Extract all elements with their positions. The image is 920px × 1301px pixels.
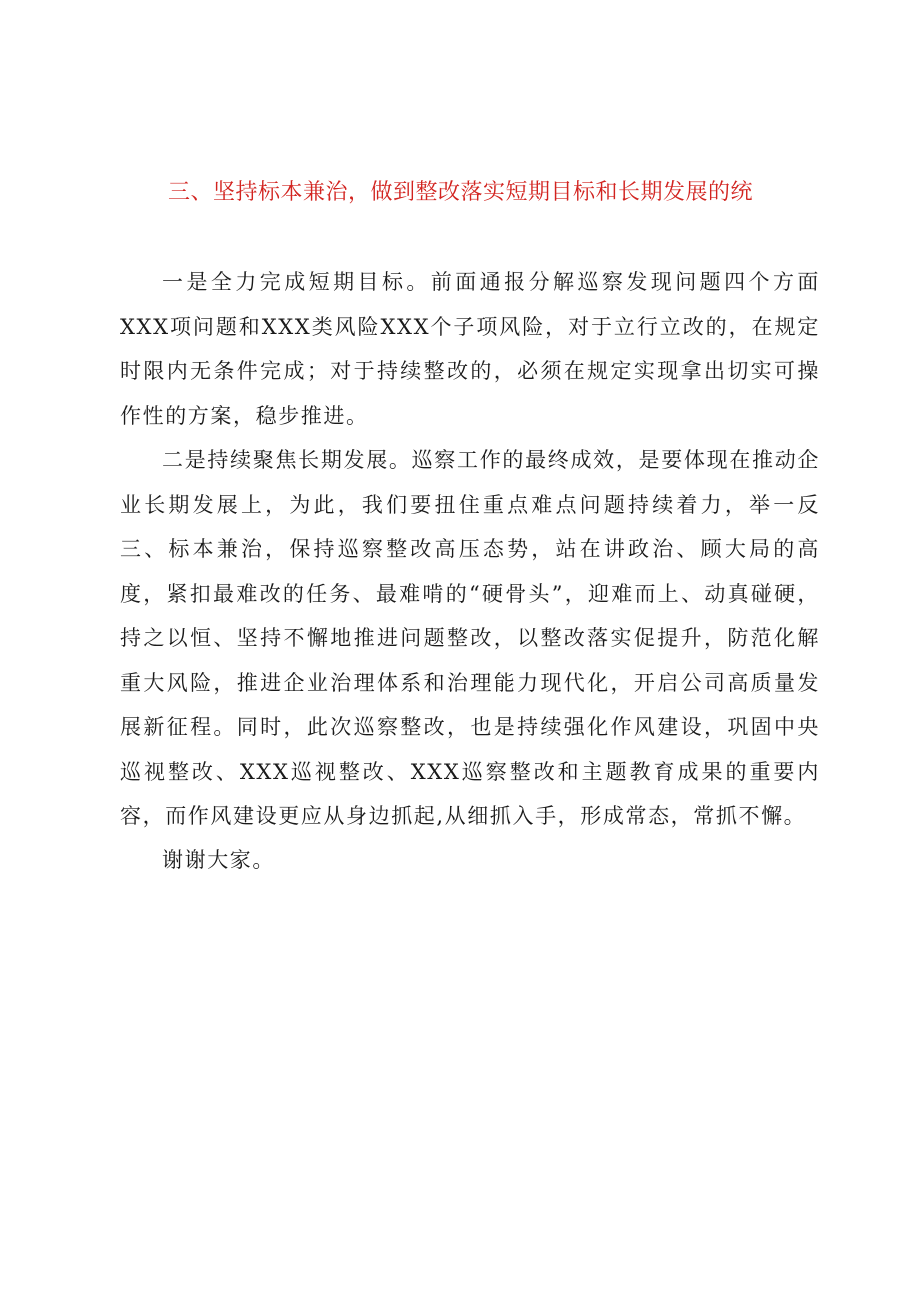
section-heading: 三、坚持标本兼治，做到整改落实短期目标和长期发展的统 [168,180,754,205]
paragraph-long-term-development: 二是持续聚焦长期发展。巡察工作的最终成效，是要体现在推动企业长期发展上，为此，我们要扭住重点难点问题持续着力，举一反三、标本兼治，保持巡察整改高压态势，站在讲政治、顾大局的高度，紧扣最难改的任务、最难啃的“硬骨头”，迎难而上、动真碰硬，持之以恒、坚持不懈地推进问题整改，以整改落实促提升，防范化解重大风险，推进企业治理体系和治理能力现代化，开启公司高质量发展新征程。同时，此次巡察整改，也是持续强化作风建设，巩固中央巡视整改、XXX巡视整改、XXX巡察整改和主题教育成果的重要内容，而作风建设更应从身边抓起,从细抓入手，形成常态，常抓不懈。 [120,448,820,828]
paragraph-closing-thanks: 谢谢大家。 [162,848,275,872]
paragraph-short-term-goals: 一是全力完成短期目标。前面通报分解巡察发现问题四个方面XXX项问题和XXX类风险XXX个子项风险，对于立行立改的，在规定时限内无条件完成；对于持续整改的，必须在规定实现拿出切实可操作性的方案，稳步推进。 [120,270,820,428]
